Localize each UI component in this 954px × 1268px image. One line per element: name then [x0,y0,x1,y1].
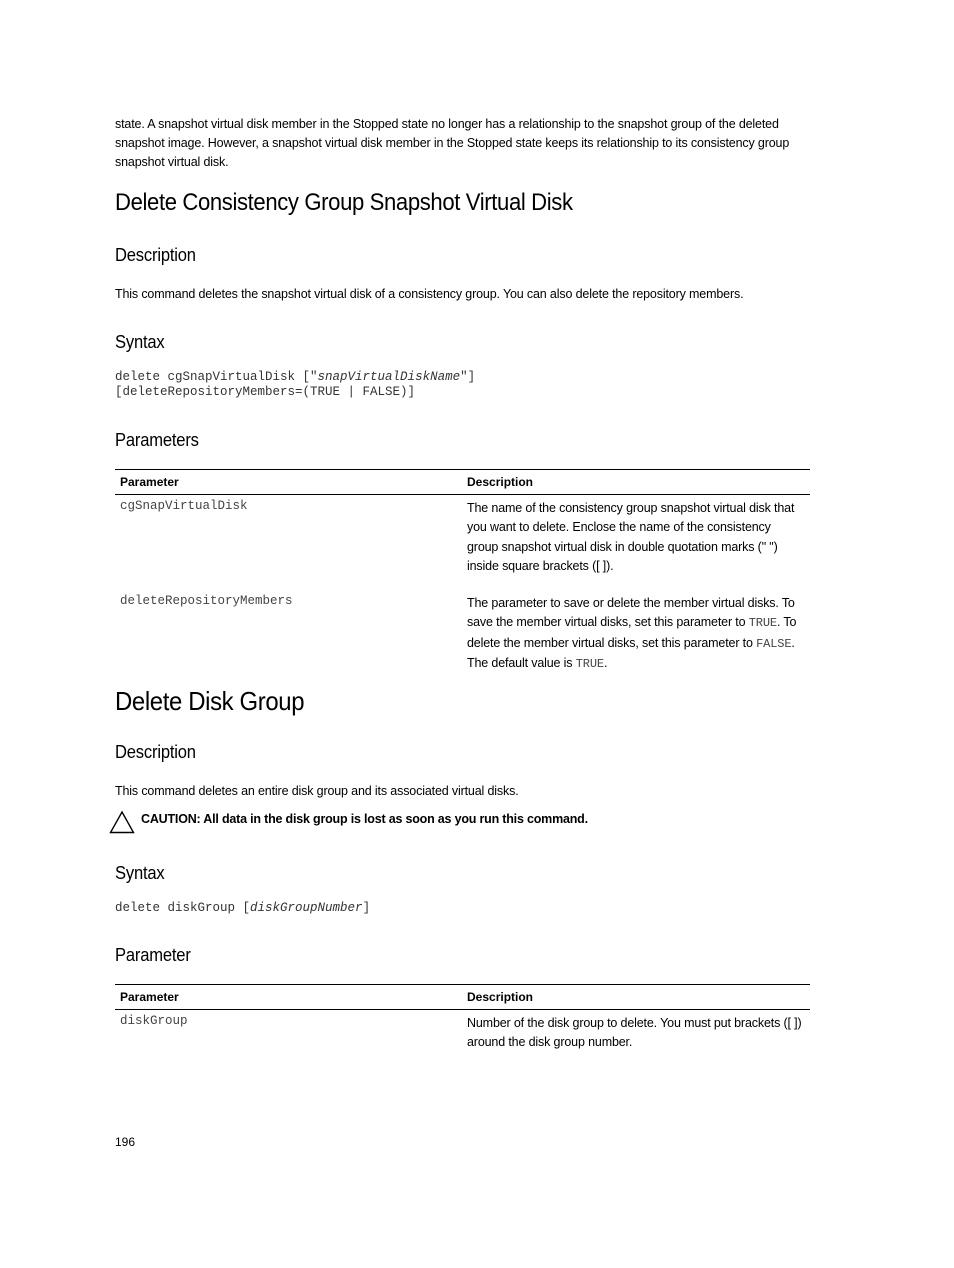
syntax-heading: Syntax [115,332,165,352]
parameter-description: Number of the disk group to delete. You must put brackets ([ ]) around the disk group number. [467,1016,802,1050]
syntax-prefix: delete diskGroup [ [115,901,251,915]
description-text: This command deletes the snapshot virtual disk of a consistency group. You can also delete the repository members. [115,287,744,301]
syntax-variable: diskGroupNumber [250,901,363,915]
inline-code: TRUE [575,657,604,672]
section-title-cg-snapshot: Delete Consistency Group Snapshot Virtual Disk [115,189,573,216]
description-text: This command deletes an entire disk group and its associated virtual disks. [115,784,519,798]
description-heading: Description [115,742,196,762]
caution-note [109,810,588,839]
inline-code: FALSE [756,636,792,651]
page-number: 196 [115,1135,136,1149]
syntax-line2: [deleteRepositoryMembers=(TRUE | FALSE)] [115,385,416,399]
table-row [115,1010,810,1053]
description-fragment: . To delete the member virtual disks, set this parameter to [467,615,797,650]
parameter-table [115,984,810,1053]
syntax-line1-suffix: "] [460,370,476,384]
syntax-code-block [115,901,370,916]
parameter-name: cgSnapVirtualDisk [120,499,248,513]
syntax-line1-variable: snapVirtualDiskName [317,370,461,384]
syntax-suffix: ] [362,901,371,915]
parameter-name: diskGroup [120,1014,188,1028]
table-row [115,590,810,674]
section-title-delete-disk-group: Delete Disk Group [115,686,305,716]
parameters-table [115,469,810,674]
caution-text: CAUTION: All data in the disk group is lost as soon as you run this command. [141,812,588,826]
parameters-heading: Parameters [115,430,199,450]
column-header-description: Description [462,470,810,495]
parameter-description [462,590,810,674]
syntax-heading: Syntax [115,863,165,883]
column-header-parameter: Parameter [115,470,462,495]
parameter-heading: Parameter [115,945,191,965]
warning-triangle-icon [109,810,135,839]
table-row [115,495,810,591]
syntax-line1-prefix: delete cgSnapVirtualDisk [" [115,370,318,384]
column-header-description: Description [462,985,810,1010]
intro-paragraph: state. A snapshot virtual disk member in the Stopped state no longer has a relationship to the snapshot group of the deleted snapshot image. However, a snapshot virtual disk member in the Stopped state keeps its relationship to its consistency group snapshot virtual disk. [115,117,790,169]
syntax-code-block [115,370,475,400]
inline-code: TRUE [748,616,777,631]
description-heading: Description [115,245,196,265]
parameter-description: The name of the consistency group snapshot virtual disk that you want to delete. Enclose the name of the consistency group snapshot virtual disk in double quotation marks (" ") inside square brackets ([ ]). [467,501,795,573]
description-fragment: . The default value is [467,635,795,671]
description-fragment: The parameter to save or delete the member virtual disks. To save the member virtual disks, set this parameter to [467,596,795,630]
parameter-name: deleteRepositoryMembers [120,594,293,609]
description-fragment: . [603,656,608,671]
column-header-parameter: Parameter [115,985,462,1010]
